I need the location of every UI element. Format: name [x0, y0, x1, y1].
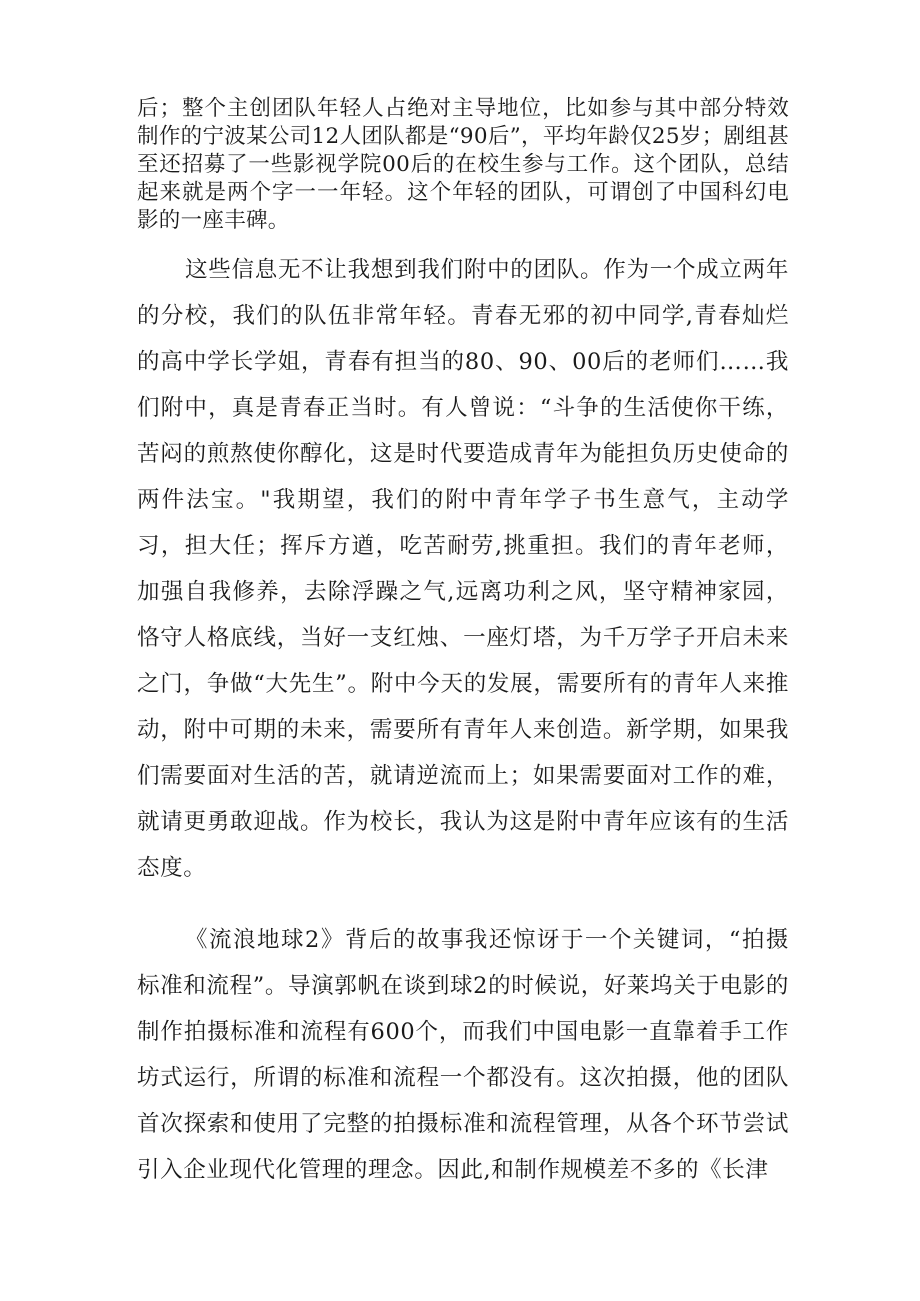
paragraph-3: 《流浪地球2》背后的故事我还惊讶于一个关键词，“拍摄标准和流程”。导演郭帆在谈到球2的时候说，好莱坞关于电影的制作拍摄标准和流程有600个，而我们中国电影一直靠着手工作坊式运行，所谓的标准和流程一个都没有。这次拍摄，他的团队首次探索和使用了完整的拍摄标准和流程管理，从各个环节尝试引入企业现代化管理的理念。因此,和制作规模差不多的《长津 [137, 927, 789, 1183]
paragraph-2: 这些信息无不让我想到我们附中的团队。作为一个成立两年的分校，我们的队伍非常年轻。青春无邪的初中同学,青春灿烂的高中学长学姐，青春有担当的80、90、00后的老师们……我们附中，真是青春正当时。有人曾说：“斗争的生活使你干练，苦闷的煎熬使你醇化，这是时代要造成青年为能担负历史使命的两件法宝。"我期望，我们的附中青年学子书生意气，主动学习，担大任；挥斥方遒，吃苦耐劳,挑重担。我们的青年老师，加强自我修养，去除浮躁之气,远离功利之风，坚守精神家园，恪守人格底线，当好一支红烛、一座灯塔，为千万学子开启未来之门，争做“大先生”。附中今天的发展，需要所有的青年人来推动，附中可期的未来，需要所有青年人来创造。新学期，如果我们需要面对生活的苦，就请逆流而上；如果需要面对工作的难，就请更勇敢迎战。作为校长，我认为这是附中青年应该有的生活态度。 [137, 257, 789, 881]
document-body [137, 95, 789, 1193]
paragraph-1: 后；整个主创团队年轻人占绝对主导地位，比如参与其中部分特效制作的宁波某公司12人团队都是“90后”，平均年龄仅25岁；剧组甚至还招募了一些影视学院00后的在校生参与工作。这个团队，总结起来就是两个字一一年轻。这个年轻的团队，可谓创了中国科幻电影的一座丰碑。 [137, 96, 789, 233]
